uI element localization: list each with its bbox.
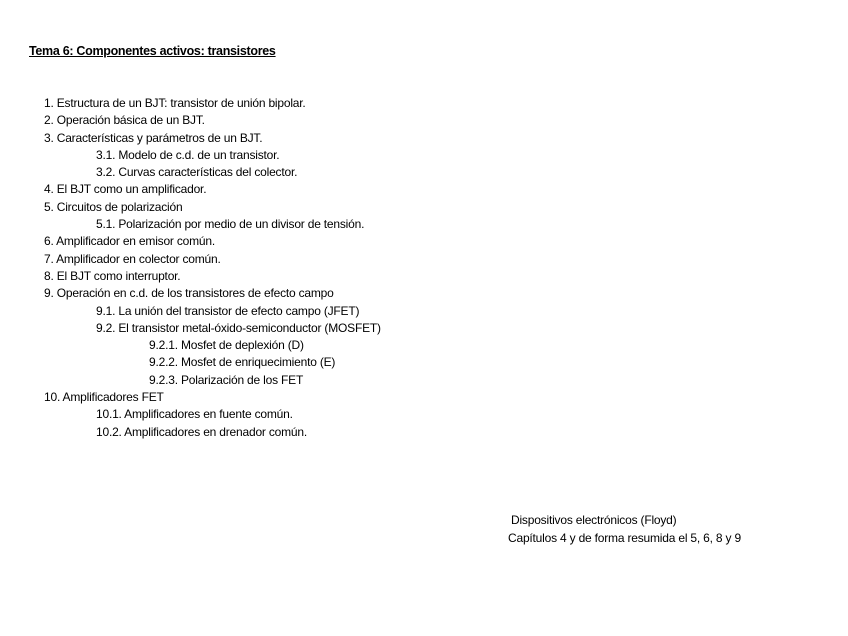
toc-item: 2. Operación básica de un BJT. xyxy=(44,113,205,128)
toc-item: 9. Operación en c.d. de los transistores de efecto campo xyxy=(44,286,334,301)
table-of-contents xyxy=(44,95,381,441)
toc-item: 10.1. Amplificadores en fuente común. xyxy=(96,407,293,422)
toc-item: 9.2.3. Polarización de los FET xyxy=(149,372,304,387)
toc-item: 10.2. Amplificadores en drenador común. xyxy=(96,424,307,439)
toc-item: 8. El BJT como interruptor. xyxy=(44,268,181,283)
toc-item: 4. El BJT como un amplificador. xyxy=(44,182,207,197)
toc-item: 9.1. La unión del transistor de efecto campo (JFET) xyxy=(96,303,360,318)
toc-item: 5. Circuitos de polarización xyxy=(44,199,183,214)
toc-item: 5.1. Polarización por medio de un divisor de tensión. xyxy=(96,217,365,232)
page-title: Tema 6: Componentes activos: transistores xyxy=(29,44,276,58)
toc-item: 6. Amplificador en emisor común. xyxy=(44,234,216,249)
reference-chapters: Capítulos 4 y de forma resumida el 5, 6, 8 y 9 xyxy=(508,531,741,545)
toc-item: 3.2. Curvas características del colector. xyxy=(96,165,298,180)
toc-item: 10. Amplificadores FET xyxy=(44,390,164,405)
toc-item: 1. Estructura de un BJT: transistor de unión bipolar. xyxy=(44,96,306,110)
toc-item: 3. Características y parámetros de un BJT. xyxy=(44,130,263,145)
toc-item: 9.2.1. Mosfet de deplexión (D) xyxy=(149,338,304,353)
toc-item: 3.1. Modelo de c.d. de un transistor. xyxy=(96,147,280,162)
bibliography-reference xyxy=(508,511,741,547)
toc-item: 9.2. El transistor metal-óxido-semiconductor (MOSFET) xyxy=(96,320,381,335)
toc-item: 9.2.2. Mosfet de enriquecimiento (E) xyxy=(149,355,336,370)
reference-book: Dispositivos electrónicos (Floyd) xyxy=(511,513,677,527)
toc-item: 7. Amplificador en colector común. xyxy=(44,251,221,266)
